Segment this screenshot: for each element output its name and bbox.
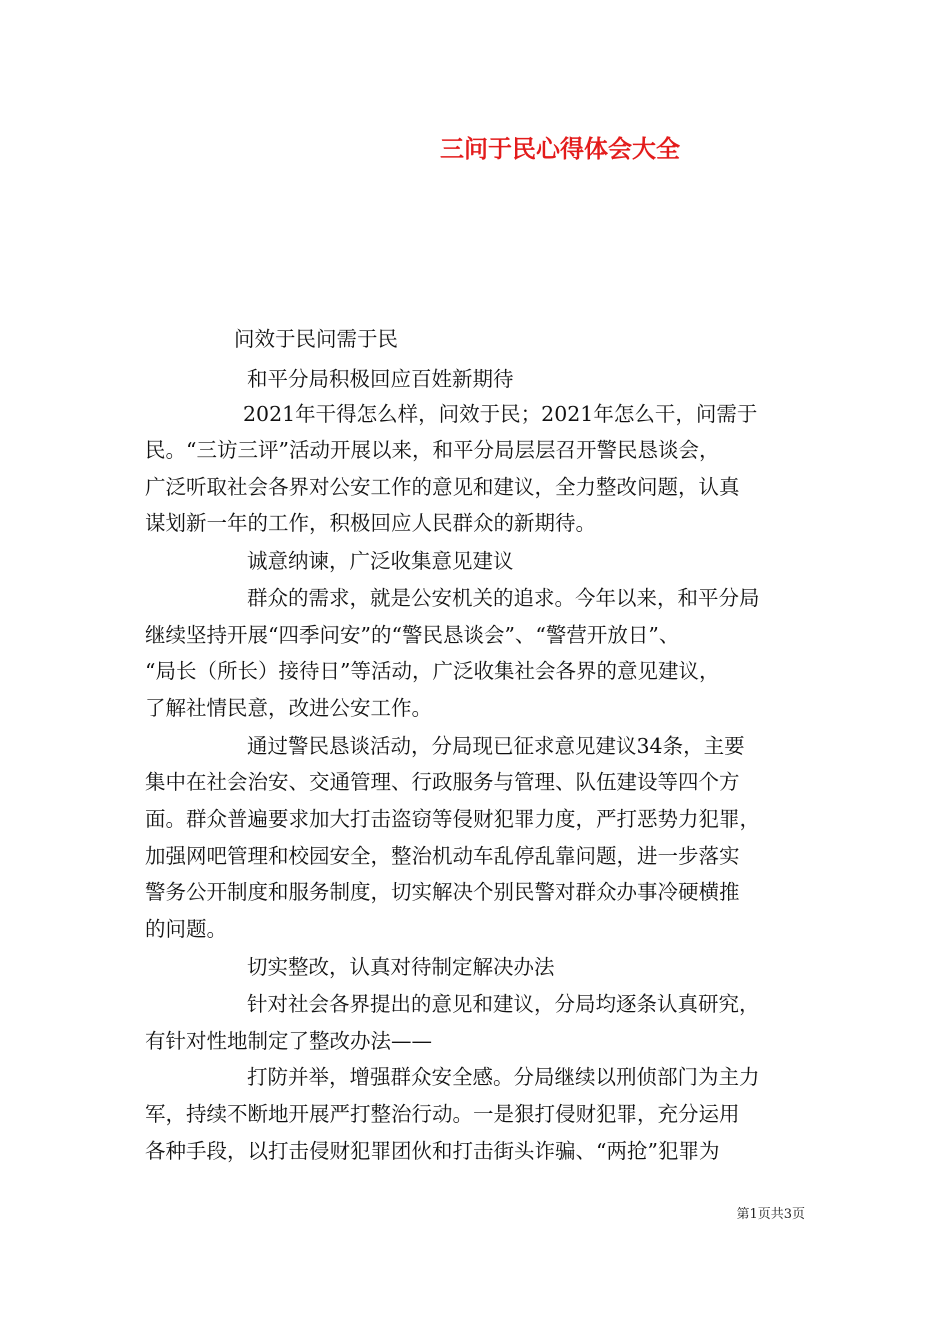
text-line: 切实整改，认真对待制定解决办法	[247, 955, 555, 979]
text-line: 的问题。	[145, 917, 227, 941]
page-number-footer: 第1页共3页	[736, 1207, 805, 1222]
text-line: 面。群众普遍要求加大打击盗窃等侵财犯罪力度，严打恶势力犯罪，	[145, 807, 760, 831]
text-line: 通过警民恳谈活动，分局现已征求意见建议34条，主要	[247, 734, 745, 758]
text-line: 2021年干得怎么样，问效于民；2021年怎么干，问需于	[243, 402, 758, 426]
text-line: 继续坚持开展“四季问安”的“警民恳谈会”、“警营开放日”、	[145, 623, 680, 647]
text-line: 集中在社会治安、交通管理、行政服务与管理、队伍建设等四个方	[145, 770, 740, 794]
text-line: 加强网吧管理和校园安全，整治机动车乱停乱靠问题，进一步落实	[145, 844, 740, 868]
text-line: 警务公开制度和服务制度，切实解决个别民警对群众办事冷硬横推	[145, 880, 740, 904]
text-line: 谋划新一年的工作，积极回应人民群众的新期待。	[145, 511, 596, 535]
text-line: 了解社情民意，改进公安工作。	[145, 696, 432, 720]
text-line: 群众的需求，就是公安机关的追求。今年以来，和平分局	[247, 586, 760, 610]
text-line: 军，持续不断地开展严打整治行动。一是狠打侵财犯罪，充分运用	[145, 1102, 740, 1126]
text-line: 诚意纳谏，广泛收集意见建议	[247, 549, 514, 573]
text-line: 问效于民问需于民	[234, 327, 398, 351]
text-line: “局长（所长）接待日”等活动，广泛收集社会各界的意见建议，	[145, 659, 720, 683]
text-line: 和平分局积极回应百姓新期待	[247, 367, 514, 391]
text-line: 民。“三访三评”活动开展以来，和平分局层层召开警民恳谈会，	[145, 438, 720, 462]
text-line: 各种手段，以打击侵财犯罪团伙和打击街头诈骗、“两抢”犯罪为	[145, 1139, 720, 1163]
text-line: 广泛听取社会各界对公安工作的意见和建议，全力整改问题，认真	[145, 475, 740, 499]
text-line: 针对社会各界提出的意见和建议，分局均逐条认真研究，	[247, 992, 760, 1016]
document-title: 三问于民心得体会大全	[440, 134, 680, 163]
text-line: 打防并举，增强群众安全感。分局继续以刑侦部门为主力	[247, 1065, 760, 1089]
text-line: 有针对性地制定了整改办法——	[145, 1029, 432, 1053]
